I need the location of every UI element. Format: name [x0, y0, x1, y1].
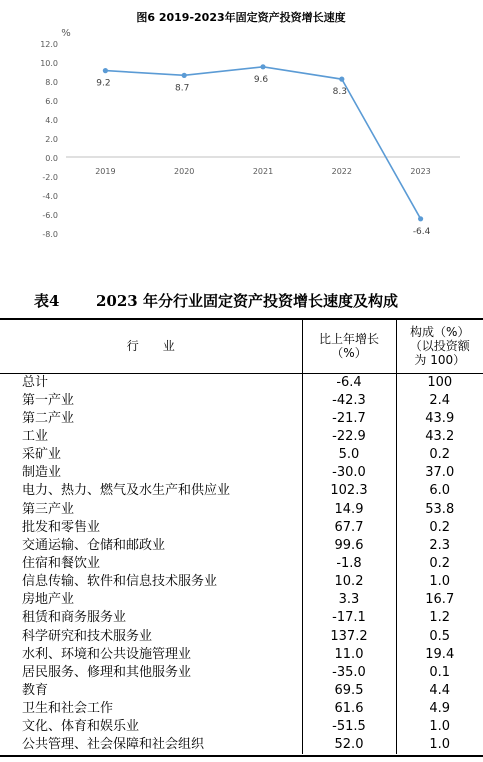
table-row — [0, 392, 483, 410]
share-cell: 53.8 — [396, 500, 483, 518]
growth-cell: 10.2 — [302, 573, 396, 591]
table-row — [0, 482, 483, 500]
y-tick-label: -8.0 — [42, 230, 58, 239]
table-heading — [0, 289, 483, 311]
chart-title: 图6 2019-2023年固定资产投资增长速度 — [136, 11, 346, 24]
y-tick-label: 10.0 — [40, 59, 58, 68]
table-row — [0, 573, 483, 591]
growth-cell: -6.4 — [302, 373, 396, 392]
share-cell: 0.2 — [396, 555, 483, 573]
table-row — [0, 591, 483, 609]
x-tick-label: 2020 — [174, 167, 195, 176]
industry-name-cell: 总计 — [22, 374, 49, 390]
data-point — [182, 73, 187, 78]
growth-cell: -17.1 — [302, 609, 396, 627]
table-row — [0, 646, 483, 664]
table-row — [0, 700, 483, 718]
y-tick-label: 0.0 — [45, 154, 58, 163]
industry-name-cell: 交通运输、仓储和邮政业 — [22, 537, 166, 553]
growth-cell: 11.0 — [302, 646, 396, 664]
y-axis-ticks — [40, 40, 58, 239]
industry-name-cell: 租赁和商务服务业 — [22, 610, 127, 626]
data-label: 9.2 — [96, 78, 111, 89]
x-tick-label: 2022 — [331, 167, 352, 176]
growth-cell: 3.3 — [302, 591, 396, 609]
growth-cell: 67.7 — [302, 519, 396, 537]
industry-name-cell: 采矿业 — [22, 447, 62, 463]
industry-name-cell: 第一产业 — [22, 392, 75, 408]
table-header-row — [0, 319, 483, 373]
growth-cell: 52.0 — [302, 736, 396, 754]
header-share-line2: （以投资额 — [409, 338, 470, 353]
y-tick-label: 8.0 — [45, 78, 58, 87]
table-row — [0, 718, 483, 736]
y-tick-label: 6.0 — [45, 97, 58, 106]
share-cell: 0.2 — [396, 446, 483, 464]
share-cell: 4.9 — [396, 700, 483, 718]
data-labels — [96, 75, 430, 237]
growth-cell: 99.6 — [302, 537, 396, 555]
industry-name-cell: 教育 — [22, 682, 49, 698]
table-row — [0, 373, 483, 392]
growth-series-points — [103, 64, 423, 221]
share-cell: 2.4 — [396, 392, 483, 410]
y-axis-unit-label: % — [61, 28, 71, 39]
header-growth-line2: （%） — [331, 345, 367, 360]
industry-name-cell: 第三产业 — [22, 501, 75, 517]
table-row — [0, 627, 483, 645]
header-growth — [302, 319, 396, 373]
y-tick-label: 12.0 — [40, 40, 58, 49]
table-row — [0, 609, 483, 627]
industry-name-cell: 信息传输、软件和信息技术服务业 — [22, 574, 218, 590]
share-cell: 0.1 — [396, 664, 483, 682]
growth-cell: -22.9 — [302, 428, 396, 446]
table-body — [0, 373, 483, 754]
data-point — [103, 68, 108, 73]
data-point — [260, 64, 265, 69]
data-label: 8.3 — [332, 87, 347, 98]
header-share-line3: 为 100） — [414, 352, 466, 367]
table-row — [0, 446, 483, 464]
industry-name-cell: 工业 — [22, 428, 49, 444]
growth-cell: 102.3 — [302, 482, 396, 500]
share-cell: 19.4 — [396, 646, 483, 664]
header-share — [396, 319, 483, 373]
growth-series-line — [105, 67, 420, 219]
y-tick-label: 4.0 — [45, 116, 58, 125]
share-cell: 16.7 — [396, 591, 483, 609]
growth-cell: -51.5 — [302, 718, 396, 736]
industry-name-cell: 第二产业 — [22, 410, 75, 426]
industry-name-cell: 卫生和社会工作 — [22, 701, 114, 717]
table-row — [0, 555, 483, 573]
share-cell: 0.2 — [396, 519, 483, 537]
x-tick-label: 2019 — [95, 167, 116, 176]
share-cell: 43.2 — [396, 428, 483, 446]
industry-name-cell: 电力、热力、燃气及水生产和供应业 — [22, 483, 231, 499]
growth-cell: 69.5 — [302, 682, 396, 700]
share-cell: 1.0 — [396, 736, 483, 754]
table-title: 2023 年分行业固定资产投资增长速度及构成 — [96, 292, 398, 310]
data-label: 8.7 — [175, 83, 190, 94]
header-growth-line1: 比上年增长 — [318, 331, 379, 346]
growth-cell: -1.8 — [302, 555, 396, 573]
growth-cell: 61.6 — [302, 700, 396, 718]
y-tick-label: -4.0 — [42, 192, 58, 201]
data-point — [418, 216, 423, 221]
y-tick-label: -2.0 — [42, 173, 58, 182]
industry-name-cell: 居民服务、修理和其他服务业 — [22, 664, 192, 680]
share-cell: 100 — [396, 373, 483, 392]
share-cell: 1.0 — [396, 718, 483, 736]
table-row — [0, 537, 483, 555]
table-bottom-rule — [0, 755, 483, 757]
table-row — [0, 682, 483, 700]
table-row — [0, 519, 483, 537]
growth-cell: 14.9 — [302, 500, 396, 518]
industry-investment-table — [0, 319, 483, 754]
growth-cell: -30.0 — [302, 464, 396, 482]
industry-name-cell: 文化、体育和娱乐业 — [22, 719, 140, 735]
share-cell: 37.0 — [396, 464, 483, 482]
table-row — [0, 500, 483, 518]
x-tick-label: 2021 — [252, 167, 274, 176]
industry-name-cell: 科学研究和技术服务业 — [22, 628, 153, 644]
data-point — [339, 77, 344, 82]
growth-cell: 137.2 — [302, 627, 396, 645]
header-industry-label: 行 业 — [126, 338, 175, 353]
data-label: -6.4 — [412, 226, 431, 237]
header-share-line1: 构成（%） — [410, 324, 470, 339]
header-industry — [0, 319, 302, 373]
industry-name-cell: 批发和零售业 — [22, 519, 101, 535]
table-row — [0, 410, 483, 428]
share-cell: 1.0 — [396, 573, 483, 591]
share-cell: 2.3 — [396, 537, 483, 555]
growth-cell: -42.3 — [302, 392, 396, 410]
x-tick-label: 2023 — [410, 167, 431, 176]
share-cell: 6.0 — [396, 482, 483, 500]
share-cell: 43.9 — [396, 410, 483, 428]
table-number: 表4 — [34, 292, 60, 310]
share-cell: 0.5 — [396, 627, 483, 645]
table-row — [0, 736, 483, 754]
table-row — [0, 464, 483, 482]
share-cell: 1.2 — [396, 609, 483, 627]
investment-growth-line-chart — [0, 0, 483, 262]
industry-name-cell: 制造业 — [22, 465, 62, 481]
growth-cell: -35.0 — [302, 664, 396, 682]
data-label: 9.6 — [253, 74, 269, 85]
table-row — [0, 664, 483, 682]
growth-cell: -21.7 — [302, 410, 396, 428]
industry-name-cell: 住宿和餐饮业 — [22, 555, 101, 571]
y-tick-label: 2.0 — [45, 135, 58, 144]
table-row — [0, 428, 483, 446]
industry-name-cell: 房地产业 — [22, 592, 75, 608]
x-axis-ticks — [95, 167, 431, 176]
growth-cell: 5.0 — [302, 446, 396, 464]
y-tick-label: -6.0 — [42, 211, 58, 220]
industry-name-cell: 公共管理、社会保障和社会组织 — [22, 737, 205, 753]
industry-name-cell: 水利、环境和公共设施管理业 — [22, 646, 192, 662]
share-cell: 4.4 — [396, 682, 483, 700]
